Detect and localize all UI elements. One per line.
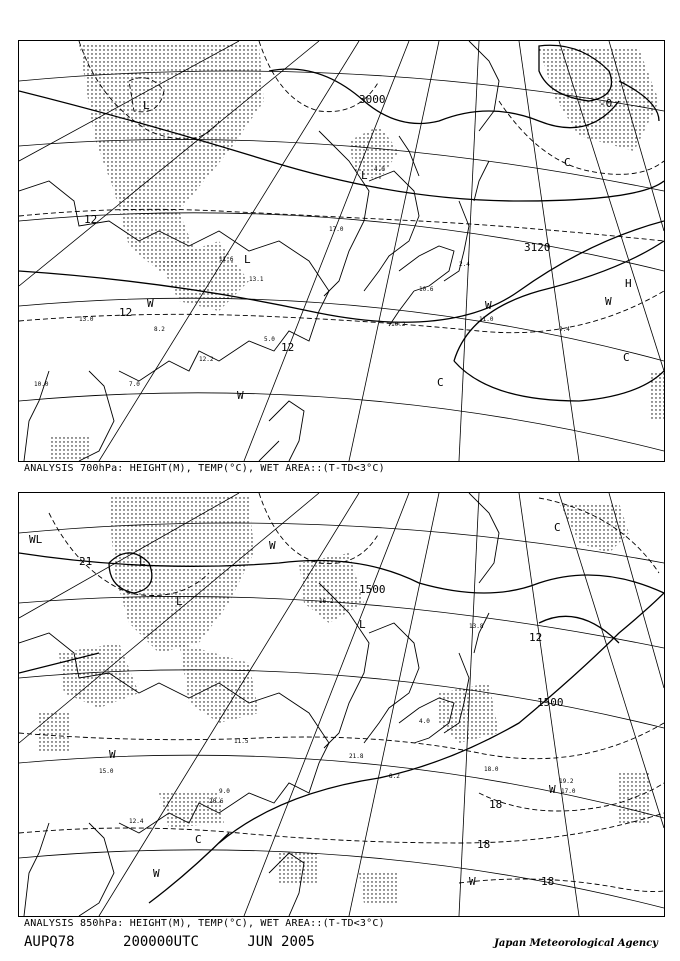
- chart-datetime: 200000UTC: [123, 934, 199, 950]
- station-value: 10.2: [391, 321, 406, 328]
- pressure-center: C: [564, 156, 571, 169]
- station-value: 10.6: [419, 286, 434, 293]
- pressure-center: C: [554, 521, 561, 534]
- chart-month-year: JUN 2005: [247, 934, 315, 950]
- contour-label: 12: [84, 213, 98, 226]
- contour-label: 18: [541, 875, 555, 888]
- station-value: 18.0: [484, 766, 499, 773]
- pressure-center: W: [469, 875, 476, 888]
- station-value: 4.0: [419, 718, 430, 725]
- station-value: 13.0: [79, 316, 94, 323]
- pressure-center: W: [605, 295, 612, 308]
- pressure-center: W: [153, 867, 160, 880]
- station-value: 17.0: [329, 226, 344, 233]
- pressure-center: L: [361, 169, 368, 182]
- station-value: 21.8: [349, 753, 364, 760]
- pressure-center: W: [485, 299, 492, 312]
- station-value: 17.0: [561, 788, 576, 795]
- station-value: 12.2: [199, 356, 214, 363]
- station-value: 5.0: [264, 336, 275, 343]
- station-value: 13.8: [469, 623, 484, 630]
- contour-label: 12: [529, 631, 543, 644]
- contour-label: 3120: [524, 241, 551, 254]
- station-value: 16.2: [319, 598, 334, 605]
- station-value: 19.2: [559, 778, 574, 785]
- map-panel-850hpa: [18, 492, 665, 917]
- wet-area-stipple: [49, 43, 664, 459]
- contour-label: 12: [119, 306, 133, 319]
- contour-label: 18: [477, 838, 491, 851]
- agency-name: Japan Meteorological Agency: [494, 938, 658, 949]
- station-value: 8.2: [389, 773, 400, 780]
- chart-code: AUPQ78: [24, 934, 75, 950]
- station-value: 13.1: [249, 276, 264, 283]
- pressure-center: L: [139, 555, 146, 568]
- station-value: 15.0: [99, 768, 114, 775]
- pressure-center: C: [623, 351, 630, 364]
- contour-label: 1500: [359, 583, 386, 596]
- pressure-center: W: [109, 748, 116, 761]
- station-value: 2.4: [459, 261, 470, 268]
- station-value: 10.0: [34, 381, 49, 388]
- map-850hpa-canvas: [19, 493, 664, 916]
- contour-label: 12: [281, 341, 295, 354]
- pressure-center: W: [237, 389, 244, 402]
- pressure-center: C: [195, 833, 202, 846]
- caption-700hpa: ANALYSIS 700hPa: HEIGHT(M), TEMP(°C), WET AREA::(T-TD<3°C): [24, 463, 385, 474]
- station-value: 11.5: [234, 738, 249, 745]
- pressure-center: W: [147, 297, 154, 310]
- pressure-center: L: [176, 595, 183, 608]
- station-value: 20.6: [209, 798, 224, 805]
- caption-850hpa: ANALYSIS 850hPa: HEIGHT(M), TEMP(°C), WET AREA::(T-TD<3°C): [24, 918, 385, 929]
- station-value: 9.0: [219, 788, 230, 795]
- station-value: 8.2: [154, 326, 165, 333]
- pressure-center: C: [437, 376, 444, 389]
- contour-label: 3000: [359, 93, 386, 106]
- station-value: 11.0: [479, 316, 494, 323]
- station-value: 9.4: [559, 326, 570, 333]
- contour-label: 18: [489, 798, 503, 811]
- station-value: 4.0: [374, 166, 385, 173]
- map-700hpa-canvas: [19, 41, 664, 461]
- pressure-center: L: [359, 618, 366, 631]
- map-panel-700hpa: [18, 40, 665, 462]
- station-value: 12.4: [129, 818, 144, 825]
- chart-footer: [24, 934, 355, 950]
- pressure-center: WL: [29, 533, 43, 546]
- pressure-center: H: [625, 277, 632, 290]
- contour-label: 21: [79, 555, 93, 568]
- pressure-center: L: [143, 99, 150, 112]
- pressure-center: W: [549, 783, 556, 796]
- pressure-center: L: [244, 253, 251, 266]
- pressure-center: W: [269, 539, 276, 552]
- station-value: 7.0: [129, 381, 140, 388]
- contour-label: 1500: [537, 696, 564, 709]
- contour-label: -0: [599, 97, 613, 110]
- station-value: 11.6: [219, 256, 234, 263]
